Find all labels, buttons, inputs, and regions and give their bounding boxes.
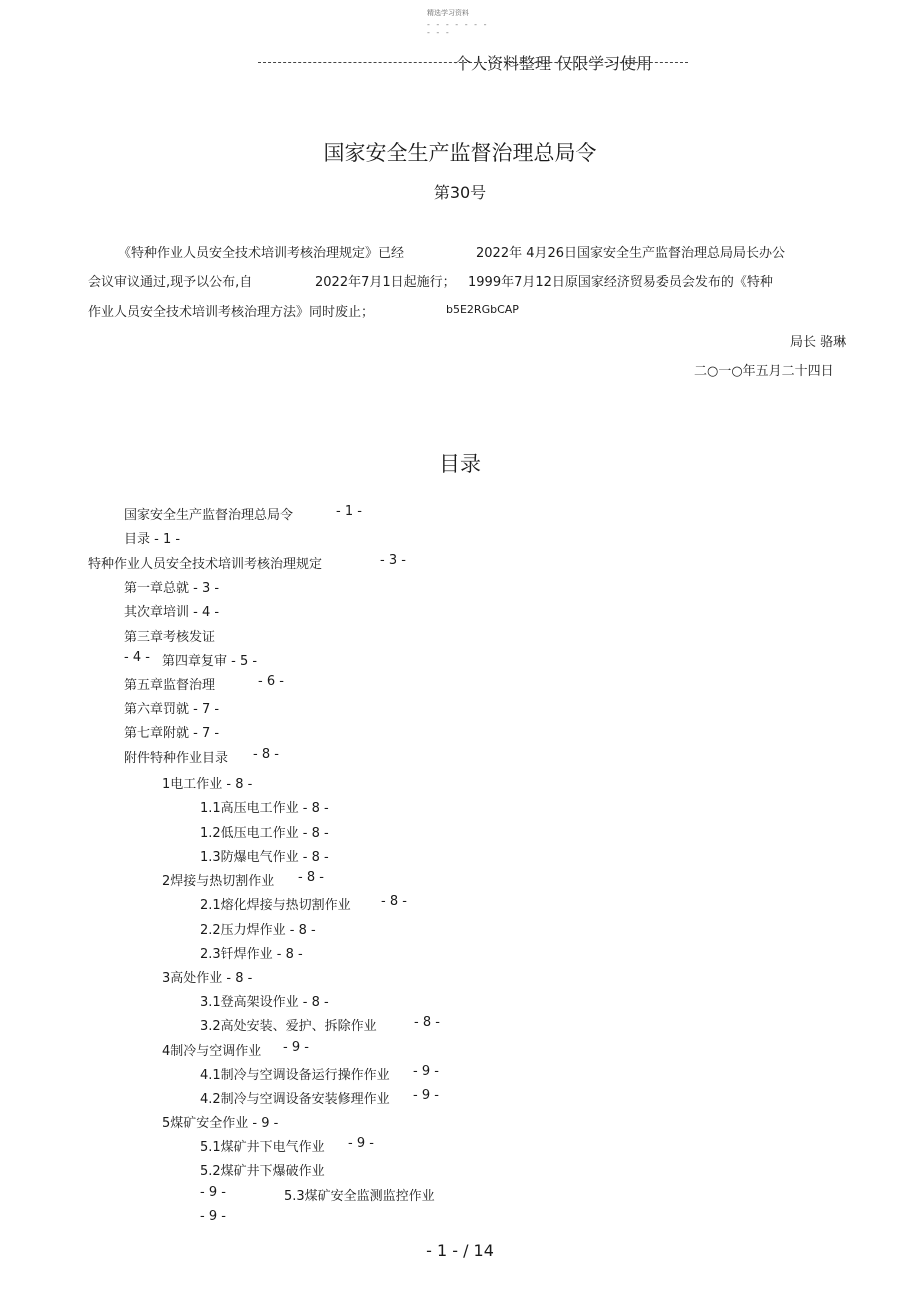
toc-item[interactable]: 1.2低压电工作业 - 8 - (200, 826, 329, 841)
toc-item[interactable]: 3.2高处安装、爱护、拆除作业 (200, 1019, 377, 1034)
paragraph-line-2b: 2022年7月1日起施行； (315, 275, 456, 290)
toc-page: - 6 - (258, 674, 284, 689)
date: 二○一○年五月二十四日 (694, 364, 834, 379)
toc-page: - 9 - (413, 1088, 439, 1103)
toc-item[interactable]: 1.1高压电工作业 - 8 - (200, 801, 329, 816)
toc-item[interactable]: 5.1煤矿井下电气作业 (200, 1140, 325, 1155)
paragraph-line-3a: 作业人员安全技术培训考核治理方法》同时废止； (88, 305, 375, 320)
toc-item[interactable]: 2.3钎焊作业 - 8 - (200, 947, 303, 962)
toc-item[interactable]: 3高处作业 - 8 - (162, 971, 253, 986)
toc-page: - 9 - (200, 1209, 226, 1224)
page-footer: - 1 - / 14 (426, 1241, 494, 1260)
toc-item[interactable]: 1.3防爆电气作业 - 8 - (200, 850, 329, 865)
toc-item[interactable]: 第三章考核发证 (124, 630, 216, 645)
paragraph-line-1a: 《特种作业人员安全技术培训考核治理规定》已经 (118, 246, 405, 261)
toc-item[interactable]: 5煤矿安全作业 - 9 - (162, 1116, 279, 1131)
toc-page: - 8 - (253, 747, 279, 762)
toc-item[interactable]: 5.2煤矿井下爆破作业 (200, 1164, 325, 1179)
paragraph-line-2a: 会议审议通过,现予以公布,自 (88, 275, 253, 290)
document-number: 第30号 (433, 183, 487, 202)
paragraph-code: b5E2RGbCAP (446, 303, 519, 316)
toc-page: - 9 - (413, 1064, 439, 1079)
top-dots: - - - - - - - (427, 20, 489, 29)
toc-item[interactable]: 2.2压力焊作业 - 8 - (200, 923, 316, 938)
top-dots-2: - - - (427, 28, 451, 37)
toc-page: - 9 - (348, 1136, 374, 1151)
toc-item[interactable]: 第五章监督治理 (124, 678, 216, 693)
signature: 局长 骆琳 (790, 335, 847, 350)
toc-page: - 8 - (414, 1015, 440, 1030)
toc-item[interactable]: 第一章总就 - 3 - (124, 581, 220, 596)
toc-page: - 9 - (283, 1040, 309, 1055)
paragraph-line-1b: 2022年 4月26日国家安全生产监督治理总局局长办公 (476, 246, 786, 261)
toc-item[interactable]: 4.2制冷与空调设备安装修理作业 (200, 1092, 390, 1107)
toc-page: - 8 - (298, 870, 324, 885)
paragraph-line-2c: 1999年7月12日原国家经济贸易委员会发布的《特种 (468, 275, 773, 290)
toc-page: - 4 - (124, 650, 150, 665)
toc-item[interactable]: 第七章附就 - 7 - (124, 726, 220, 741)
toc-item[interactable]: 第六章罚就 - 7 - (124, 702, 220, 717)
top-note: 精选学习资料 (427, 9, 469, 17)
toc-page: - 8 - (381, 894, 407, 909)
toc-item[interactable]: 第四章复审 - 5 - (162, 654, 258, 669)
toc-item[interactable]: 国家安全生产监督治理总局令 (124, 508, 294, 523)
toc-page: - 3 - (380, 553, 406, 568)
document-title: 国家安全生产监督治理总局令 (323, 141, 597, 165)
toc-item[interactable]: 1电工作业 - 8 - (162, 777, 253, 792)
toc-item[interactable]: 4.1制冷与空调设备运行操作作业 (200, 1068, 390, 1083)
toc-item[interactable]: 目录 - 1 - (124, 532, 181, 547)
header-text: 个人资料整理 仅限学习使用 (455, 54, 653, 73)
toc-item[interactable]: 5.3煤矿安全监测监控作业 (284, 1189, 435, 1204)
toc-item[interactable]: 其次章培训 - 4 - (124, 605, 220, 620)
toc-title: 目录 (439, 452, 481, 476)
toc-item[interactable]: 附件特种作业目录 (124, 751, 229, 766)
toc-item[interactable]: 4制冷与空调作业 (162, 1044, 262, 1059)
toc-item[interactable]: 2.1熔化焊接与热切割作业 (200, 898, 351, 913)
toc-page: - 1 - (336, 504, 362, 519)
toc-item[interactable]: 特种作业人员安全技术培训考核治理规定 (88, 557, 323, 572)
toc-item[interactable]: 3.1登高架设作业 - 8 - (200, 995, 329, 1010)
toc-page: - 9 - (200, 1185, 226, 1200)
toc-item[interactable]: 2焊接与热切割作业 (162, 874, 275, 889)
